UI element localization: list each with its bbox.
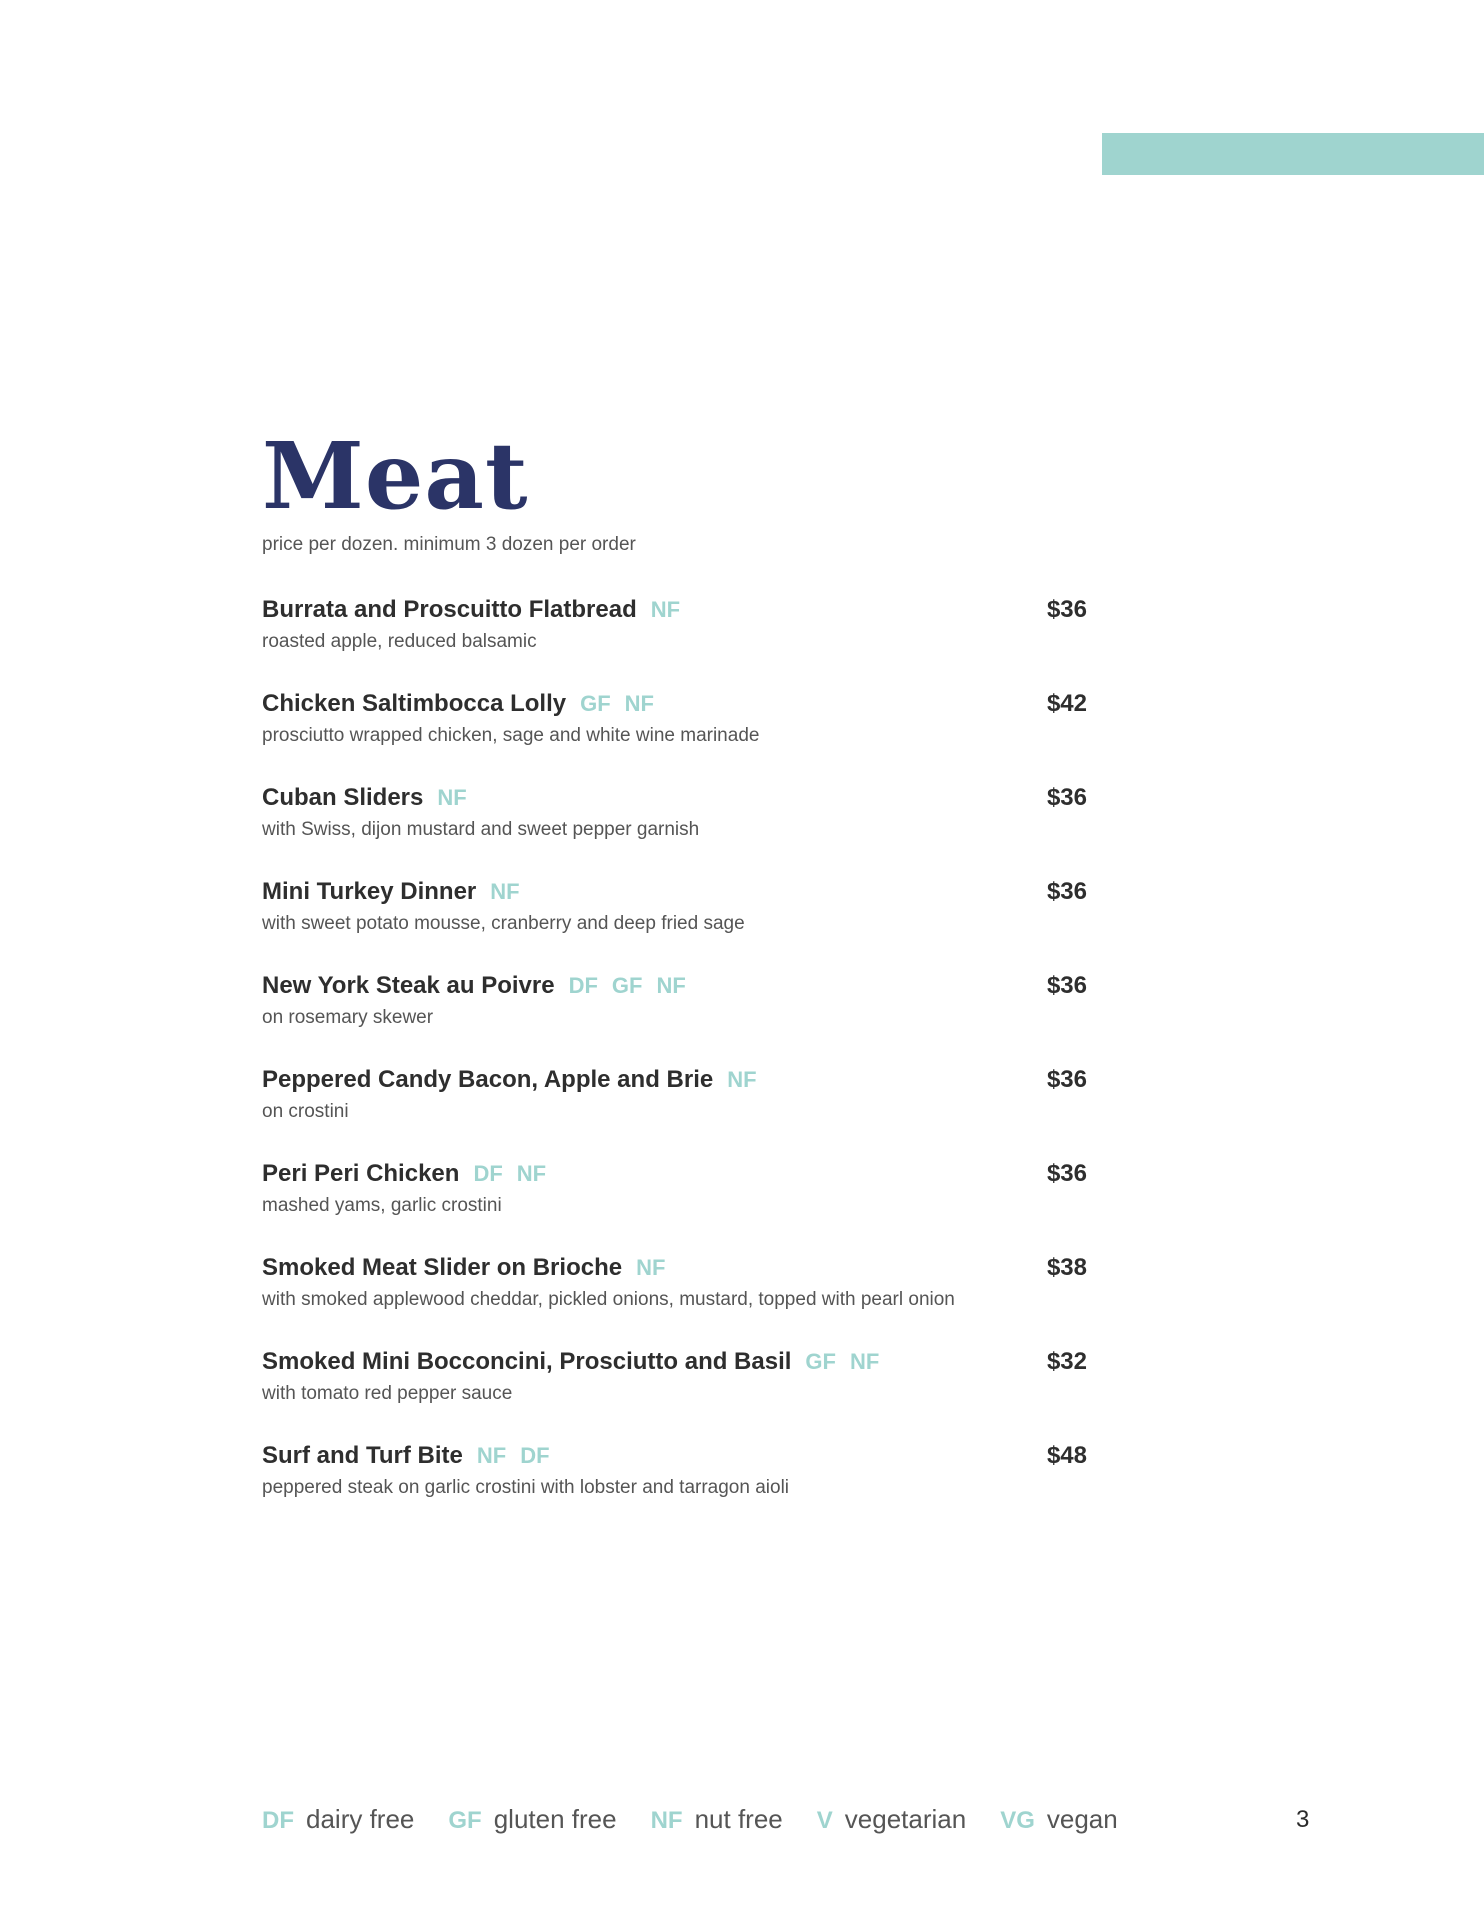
menu-item-description: mashed yams, garlic crostini: [262, 1195, 502, 1216]
menu-item: [262, 1348, 1087, 1442]
menu-item: [262, 1442, 1087, 1536]
menu-item-description: with Swiss, dijon mustard and sweet pepper garnish: [262, 819, 700, 840]
menu-item-header: [262, 1160, 1087, 1192]
dietary-tags: [727, 1067, 770, 1093]
menu-item-header: [262, 784, 1087, 816]
legend-code: GF: [448, 1807, 482, 1834]
dietary-tags: [437, 785, 480, 811]
menu-item-description: with sweet potato mousse, cranberry and deep fried sage: [262, 913, 745, 934]
legend-entry: [817, 1804, 966, 1835]
menu-item-price: $36: [1046, 878, 1087, 905]
menu-item-price: $36: [1046, 972, 1087, 999]
menu-item-header: [262, 878, 1087, 910]
menu-item-header: [262, 596, 1087, 628]
menu-item-description: peppered steak on garlic crostini with lobster and tarragon aioli: [262, 1477, 790, 1498]
menu-item-header: [262, 1442, 1087, 1474]
menu-item-price: $36: [1046, 596, 1087, 623]
menu-item-name: Smoked Mini Bocconcini, Prosciutto and Basil: [262, 1348, 792, 1375]
dietary-tags: [580, 691, 668, 717]
dietary-tag: GF: [611, 973, 643, 998]
page-subtitle: price per dozen. minimum 3 dozen per order: [262, 534, 636, 555]
menu-item: [262, 1254, 1087, 1348]
dietary-tags: [636, 1255, 679, 1281]
menu-item: [262, 690, 1087, 784]
menu-item-name: New York Steak au Poivre: [262, 972, 555, 999]
dietary-tags: [651, 597, 694, 623]
dietary-tags: [477, 1443, 564, 1469]
legend-label: dairy free: [306, 1804, 415, 1834]
legend-label: vegetarian: [844, 1804, 967, 1834]
menu-item: [262, 878, 1087, 972]
page-title: Meat: [262, 422, 529, 530]
legend-label: vegan: [1046, 1804, 1118, 1834]
menu-item-header: [262, 972, 1087, 1004]
dietary-tags: [805, 1349, 893, 1375]
menu-item-description: prosciutto wrapped chicken, sage and white wine marinade: [262, 725, 760, 746]
dietary-tag: DF: [473, 1161, 503, 1186]
dietary-tag: GF: [805, 1349, 836, 1374]
menu-item-description: with smoked applewood cheddar, pickled onions, mustard, topped with pearl onion: [262, 1289, 955, 1310]
legend-code: DF: [262, 1807, 294, 1834]
dietary-tag: NF: [650, 597, 681, 622]
legend-entry: [1000, 1804, 1118, 1835]
menu-item: [262, 1066, 1087, 1160]
legend-entry: [262, 1804, 414, 1835]
menu-item-list: [262, 596, 1087, 1536]
dietary-tag: NF: [476, 1443, 507, 1468]
menu-item-price: $36: [1046, 1066, 1087, 1093]
menu-item-name: Burrata and Proscuitto Flatbread: [262, 596, 637, 623]
dietary-tag: NF: [636, 1255, 666, 1280]
menu-item-header: [262, 690, 1087, 722]
legend-code: V: [816, 1807, 833, 1834]
menu-item-name: Cuban Sliders: [262, 784, 424, 811]
dietary-tag: DF: [568, 973, 598, 998]
legend-label: gluten free: [493, 1804, 617, 1834]
legend-code: VG: [1000, 1807, 1035, 1834]
accent-bar: [1102, 133, 1484, 175]
menu-item-price: $32: [1046, 1348, 1087, 1375]
menu-item-name: Surf and Turf Bite: [262, 1442, 463, 1469]
menu-item-price: $36: [1046, 784, 1087, 811]
menu-item: [262, 784, 1087, 878]
menu-item-price: $36: [1046, 1160, 1087, 1187]
dietary-tags: [569, 973, 700, 999]
menu-item-price: $42: [1046, 690, 1087, 717]
dietary-tag: DF: [520, 1443, 550, 1468]
menu-item-description: with tomato red pepper sauce: [262, 1383, 513, 1404]
dietary-tags: [473, 1161, 560, 1187]
menu-item-price: $38: [1046, 1254, 1087, 1281]
dietary-tag: NF: [437, 785, 467, 810]
menu-item-description: on rosemary skewer: [262, 1007, 434, 1028]
menu-item-header: [262, 1254, 1087, 1286]
dietary-tag: NF: [727, 1067, 757, 1092]
dietary-tag: NF: [656, 973, 686, 998]
legend-code: NF: [650, 1807, 683, 1834]
legend-label: nut free: [694, 1804, 783, 1834]
dietary-tag: NF: [849, 1349, 880, 1374]
menu-item: [262, 1160, 1087, 1254]
legend-entry: [448, 1804, 616, 1835]
legend-entry: [651, 1804, 783, 1835]
menu-section: [262, 422, 1087, 1536]
dietary-tags: [490, 879, 533, 905]
dietary-tag: NF: [624, 691, 654, 716]
menu-item-description: on crostini: [262, 1101, 349, 1122]
menu-item-header: [262, 1066, 1087, 1098]
menu-item: [262, 596, 1087, 690]
dietary-legend: [262, 1804, 1152, 1835]
menu-item-name: Smoked Meat Slider on Brioche: [262, 1254, 623, 1281]
menu-item-description: roasted apple, reduced balsamic: [262, 631, 537, 652]
menu-item-name: Chicken Saltimbocca Lolly: [262, 690, 567, 717]
menu-item-name: Mini Turkey Dinner: [262, 878, 477, 905]
dietary-tag: NF: [516, 1161, 547, 1186]
menu-item-header: [262, 1348, 1087, 1380]
page-number: 3: [1296, 1806, 1310, 1833]
menu-item-price: $48: [1046, 1442, 1087, 1469]
menu-item-name: Peppered Candy Bacon, Apple and Brie: [262, 1066, 714, 1093]
menu-item-name: Peri Peri Chicken: [262, 1160, 460, 1187]
dietary-tag: GF: [580, 691, 611, 716]
dietary-tag: NF: [490, 879, 520, 904]
menu-item: [262, 972, 1087, 1066]
